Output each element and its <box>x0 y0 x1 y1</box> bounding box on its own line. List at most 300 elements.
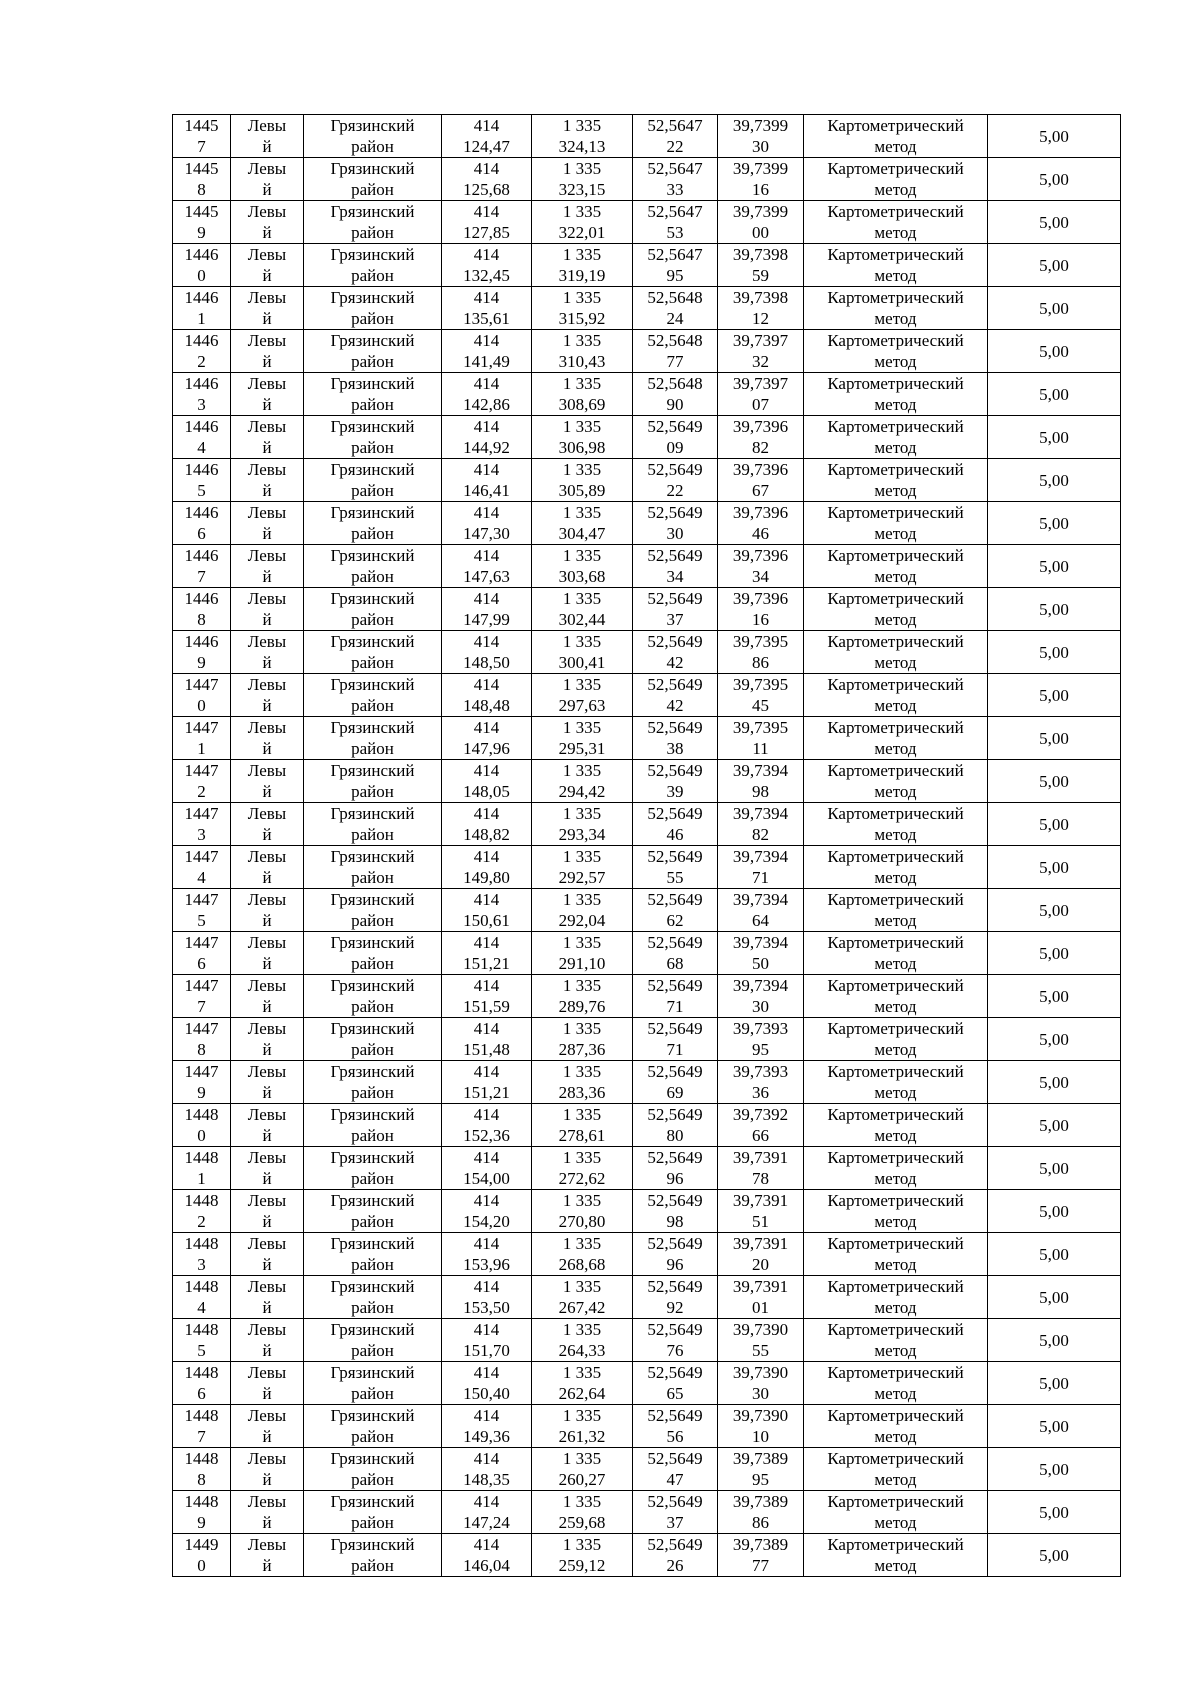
point-number-text: 1447 <box>184 675 219 694</box>
method-cell <box>804 1405 988 1448</box>
method-text: Картометрический <box>827 847 964 866</box>
point-number-text: 2 <box>197 782 206 801</box>
side-text: й <box>262 653 272 672</box>
side-cell <box>231 717 304 760</box>
side-text: Левы <box>247 761 287 780</box>
side-cell <box>231 846 304 889</box>
point-number-cell <box>173 115 231 158</box>
district-text: Грязинский <box>330 804 415 823</box>
district-text: район <box>351 223 394 242</box>
district-text: район <box>351 1083 394 1102</box>
latitude-text: 68 <box>666 954 684 973</box>
x-coordinate-text: 414 <box>473 1492 500 1511</box>
point-number-text: 8 <box>197 1470 206 1489</box>
side-text: й <box>262 782 272 801</box>
y-coordinate-text: 1 335 <box>562 245 602 264</box>
method-cell <box>804 244 988 287</box>
latitude-text: 52,5649 <box>647 546 703 565</box>
x-coordinate-cell <box>442 588 532 631</box>
latitude-text: 38 <box>666 739 684 758</box>
latitude-text: 52,5649 <box>647 1148 703 1167</box>
x-coordinate-text: 414 <box>473 1234 500 1253</box>
table-row <box>173 459 1121 502</box>
district-cell <box>304 1147 442 1190</box>
district-text: Грязинский <box>330 245 415 264</box>
point-number-cell <box>173 975 231 1018</box>
latitude-text: 52,5649 <box>647 632 703 651</box>
district-cell <box>304 287 442 330</box>
method-text: метод <box>874 180 917 199</box>
latitude-cell <box>633 1448 718 1491</box>
latitude-cell <box>633 373 718 416</box>
x-coordinate-text: 135,61 <box>463 309 510 328</box>
side-text: Левы <box>247 1406 287 1425</box>
latitude-text: 56 <box>666 1427 684 1446</box>
longitude-text: 36 <box>752 1083 769 1102</box>
method-text: метод <box>874 395 917 414</box>
latitude-cell <box>633 158 718 201</box>
y-coordinate-cell <box>532 201 633 244</box>
x-coordinate-text: 414 <box>473 1105 500 1124</box>
method-text: метод <box>874 1126 917 1145</box>
point-number-text: 9 <box>197 1513 206 1532</box>
point-number-cell <box>173 459 231 502</box>
y-coordinate-cell <box>532 287 633 330</box>
point-number-text: 1448 <box>184 1492 219 1511</box>
method-cell <box>804 631 988 674</box>
district-cell <box>304 1018 442 1061</box>
side-cell <box>231 975 304 1018</box>
side-text: й <box>262 309 272 328</box>
y-coordinate-text: 305,89 <box>558 481 606 500</box>
side-text: й <box>262 266 272 285</box>
district-text: Грязинский <box>330 890 415 909</box>
method-text: метод <box>874 1384 917 1403</box>
y-coordinate-cell <box>532 760 633 803</box>
point-number-text: 1 <box>197 739 206 758</box>
longitude-cell <box>718 244 804 287</box>
y-coordinate-text: 1 335 <box>562 1535 602 1554</box>
method-text: метод <box>874 1513 917 1532</box>
accuracy-text: 5,00 <box>1039 599 1069 619</box>
side-cell <box>231 115 304 158</box>
accuracy-text: 5,00 <box>1039 341 1069 361</box>
district-text: Грязинский <box>330 546 415 565</box>
side-text: й <box>262 1212 272 1231</box>
side-text: й <box>262 1384 272 1403</box>
y-coordinate-text: 1 335 <box>562 288 602 307</box>
latitude-text: 37 <box>666 610 684 629</box>
y-coordinate-cell <box>532 459 633 502</box>
method-cell <box>804 975 988 1018</box>
district-text: район <box>351 782 394 801</box>
y-coordinate-text: 1 335 <box>562 1363 602 1382</box>
side-text: Левы <box>247 546 287 565</box>
x-coordinate-text: 132,45 <box>463 266 510 285</box>
latitude-text: 52,5648 <box>647 288 703 307</box>
district-text: район <box>351 1384 394 1403</box>
x-coordinate-cell <box>442 1061 532 1104</box>
accuracy-text: 5,00 <box>1039 1416 1069 1436</box>
method-cell <box>804 330 988 373</box>
longitude-text: 95 <box>752 1040 769 1059</box>
x-coordinate-cell <box>442 1534 532 1577</box>
district-cell <box>304 1276 442 1319</box>
district-text: район <box>351 1427 394 1446</box>
side-text: й <box>262 868 272 887</box>
method-text: метод <box>874 438 917 457</box>
accuracy-cell <box>988 1276 1121 1319</box>
method-cell <box>804 674 988 717</box>
latitude-cell <box>633 459 718 502</box>
latitude-cell <box>633 717 718 760</box>
y-coordinate-cell <box>532 1104 633 1147</box>
point-number-cell <box>173 1147 231 1190</box>
point-number-cell <box>173 1104 231 1147</box>
x-coordinate-cell <box>442 1319 532 1362</box>
x-coordinate-text: 148,48 <box>463 696 510 715</box>
point-number-text: 1447 <box>184 1062 219 1081</box>
latitude-text: 52,5649 <box>647 1277 703 1296</box>
point-number-text: 0 <box>197 266 206 285</box>
point-number-text: 4 <box>197 868 206 887</box>
latitude-text: 52,5649 <box>647 1449 703 1468</box>
side-text: Левы <box>247 288 287 307</box>
y-coordinate-cell <box>532 846 633 889</box>
x-coordinate-cell <box>442 1190 532 1233</box>
latitude-cell <box>633 545 718 588</box>
y-coordinate-cell <box>532 1233 633 1276</box>
method-text: метод <box>874 1470 917 1489</box>
accuracy-text: 5,00 <box>1039 1029 1069 1049</box>
y-coordinate-cell <box>532 1448 633 1491</box>
side-text: й <box>262 395 272 414</box>
district-text: Грязинский <box>330 718 415 737</box>
table-row <box>173 846 1121 889</box>
latitude-cell <box>633 1276 718 1319</box>
x-coordinate-cell <box>442 760 532 803</box>
latitude-text: 65 <box>666 1384 684 1403</box>
method-cell <box>804 373 988 416</box>
latitude-cell <box>633 932 718 975</box>
longitude-cell <box>718 416 804 459</box>
x-coordinate-text: 148,05 <box>463 782 510 801</box>
method-text: Картометрический <box>827 288 964 307</box>
y-coordinate-text: 1 335 <box>562 675 602 694</box>
side-text: Левы <box>247 1019 287 1038</box>
longitude-text: 39,7399 <box>732 159 789 178</box>
point-number-text: 1446 <box>184 546 219 565</box>
accuracy-text: 5,00 <box>1039 1545 1069 1565</box>
side-text: й <box>262 1513 272 1532</box>
table-row <box>173 803 1121 846</box>
method-text: Картометрический <box>827 417 964 436</box>
latitude-text: 09 <box>666 438 684 457</box>
side-text: Левы <box>247 503 287 522</box>
district-text: Грязинский <box>330 503 415 522</box>
y-coordinate-text: 1 335 <box>562 331 602 350</box>
district-text: Грязинский <box>330 116 415 135</box>
point-number-text: 6 <box>197 1384 206 1403</box>
latitude-cell <box>633 287 718 330</box>
table-row <box>173 631 1121 674</box>
x-coordinate-text: 142,86 <box>463 395 510 414</box>
method-cell <box>804 1061 988 1104</box>
y-coordinate-text: 278,61 <box>558 1126 606 1145</box>
accuracy-text: 5,00 <box>1039 814 1069 834</box>
side-cell <box>231 1405 304 1448</box>
point-number-cell <box>173 1448 231 1491</box>
table-row <box>173 1319 1121 1362</box>
method-text: Картометрический <box>827 503 964 522</box>
method-text: метод <box>874 825 917 844</box>
method-text: метод <box>874 954 917 973</box>
y-coordinate-cell <box>532 631 633 674</box>
district-text: Грязинский <box>330 976 415 995</box>
district-cell <box>304 373 442 416</box>
coordinates-table <box>172 114 1121 1577</box>
latitude-text: 95 <box>666 266 684 285</box>
district-text: Грязинский <box>330 761 415 780</box>
point-number-text: 1448 <box>184 1320 219 1339</box>
accuracy-cell <box>988 1491 1121 1534</box>
district-text: Грязинский <box>330 331 415 350</box>
district-text: район <box>351 352 394 371</box>
point-number-text: 8 <box>197 610 206 629</box>
x-coordinate-text: 414 <box>473 1363 500 1382</box>
method-text: Картометрический <box>827 202 964 221</box>
method-cell <box>804 1448 988 1491</box>
side-text: й <box>262 1040 272 1059</box>
latitude-text: 22 <box>666 481 684 500</box>
x-coordinate-text: 150,40 <box>463 1384 510 1403</box>
y-coordinate-text: 324,13 <box>558 137 606 156</box>
point-number-text: 1447 <box>184 761 219 780</box>
point-number-text: 1448 <box>184 1406 219 1425</box>
point-number-text: 1447 <box>184 804 219 823</box>
latitude-text: 80 <box>666 1126 684 1145</box>
latitude-cell <box>633 1018 718 1061</box>
method-text: метод <box>874 1212 917 1231</box>
x-coordinate-text: 414 <box>473 288 500 307</box>
side-text: Левы <box>247 1148 287 1167</box>
method-text: метод <box>874 1556 917 1575</box>
district-text: район <box>351 1556 394 1575</box>
point-number-text: 2 <box>197 1212 206 1231</box>
district-cell <box>304 201 442 244</box>
table-row <box>173 760 1121 803</box>
latitude-cell <box>633 416 718 459</box>
method-text: метод <box>874 137 917 156</box>
accuracy-cell <box>988 1405 1121 1448</box>
longitude-text: 77 <box>752 1556 769 1575</box>
x-coordinate-cell <box>442 803 532 846</box>
side-cell <box>231 889 304 932</box>
district-text: район <box>351 395 394 414</box>
point-number-text: 1446 <box>184 331 219 350</box>
y-coordinate-text: 1 335 <box>562 546 602 565</box>
side-text: Левы <box>247 933 287 952</box>
y-coordinate-text: 261,32 <box>558 1427 606 1446</box>
y-coordinate-text: 292,57 <box>558 868 606 887</box>
latitude-text: 52,5647 <box>647 116 703 135</box>
method-text: метод <box>874 696 917 715</box>
y-coordinate-cell <box>532 1319 633 1362</box>
x-coordinate-text: 414 <box>473 718 500 737</box>
x-coordinate-text: 152,36 <box>463 1126 510 1145</box>
side-text: й <box>262 1427 272 1446</box>
x-coordinate-cell <box>442 1448 532 1491</box>
table-row <box>173 201 1121 244</box>
table-row <box>173 975 1121 1018</box>
point-number-cell <box>173 717 231 760</box>
longitude-cell <box>718 631 804 674</box>
point-number-cell <box>173 1233 231 1276</box>
y-coordinate-text: 264,33 <box>558 1341 606 1360</box>
x-coordinate-cell <box>442 1405 532 1448</box>
y-coordinate-cell <box>532 244 633 287</box>
y-coordinate-text: 259,12 <box>558 1556 606 1575</box>
accuracy-cell <box>988 1233 1121 1276</box>
side-text: Левы <box>247 976 287 995</box>
district-text: район <box>351 438 394 457</box>
side-cell <box>231 932 304 975</box>
latitude-text: 96 <box>666 1169 684 1188</box>
table-row <box>173 373 1121 416</box>
point-number-text: 3 <box>197 825 206 844</box>
x-coordinate-cell <box>442 932 532 975</box>
latitude-text: 34 <box>666 567 684 586</box>
point-number-text: 1445 <box>184 116 219 135</box>
x-coordinate-cell <box>442 545 532 588</box>
district-text: Грязинский <box>330 417 415 436</box>
district-cell <box>304 1104 442 1147</box>
longitude-text: 07 <box>752 395 769 414</box>
side-text: Левы <box>247 1535 287 1554</box>
x-coordinate-text: 151,70 <box>463 1341 510 1360</box>
method-cell <box>804 1491 988 1534</box>
district-text: Грязинский <box>330 374 415 393</box>
district-text: Грязинский <box>330 1105 415 1124</box>
side-text: й <box>262 696 272 715</box>
accuracy-cell <box>988 545 1121 588</box>
x-coordinate-text: 414 <box>473 331 500 350</box>
x-coordinate-text: 414 <box>473 933 500 952</box>
method-cell <box>804 115 988 158</box>
point-number-cell <box>173 674 231 717</box>
side-cell <box>231 1276 304 1319</box>
side-text: Левы <box>247 1320 287 1339</box>
latitude-text: 55 <box>666 868 684 887</box>
side-text: й <box>262 524 272 543</box>
district-text: район <box>351 180 394 199</box>
side-cell <box>231 287 304 330</box>
method-text: метод <box>874 524 917 543</box>
district-text: район <box>351 954 394 973</box>
accuracy-text: 5,00 <box>1039 470 1069 490</box>
y-coordinate-text: 319,19 <box>558 266 606 285</box>
method-text: метод <box>874 309 917 328</box>
side-text: Левы <box>247 718 287 737</box>
method-text: метод <box>874 1255 917 1274</box>
district-cell <box>304 1319 442 1362</box>
latitude-text: 92 <box>666 1298 684 1317</box>
side-cell <box>231 760 304 803</box>
method-text: Картометрический <box>827 1363 964 1382</box>
x-coordinate-text: 151,59 <box>463 997 510 1016</box>
table-row <box>173 416 1121 459</box>
x-coordinate-text: 414 <box>473 675 500 694</box>
district-cell <box>304 932 442 975</box>
district-cell <box>304 158 442 201</box>
x-coordinate-cell <box>442 287 532 330</box>
side-cell <box>231 674 304 717</box>
point-number-cell <box>173 373 231 416</box>
longitude-cell <box>718 330 804 373</box>
district-text: район <box>351 610 394 629</box>
latitude-text: 52,5649 <box>647 890 703 909</box>
latitude-cell <box>633 1534 718 1577</box>
y-coordinate-cell <box>532 545 633 588</box>
side-cell <box>231 1104 304 1147</box>
accuracy-cell <box>988 1147 1121 1190</box>
side-text: й <box>262 438 272 457</box>
accuracy-text: 5,00 <box>1039 685 1069 705</box>
point-number-text: 1 <box>197 309 206 328</box>
method-text: Картометрический <box>827 1320 964 1339</box>
longitude-cell <box>718 803 804 846</box>
point-number-text: 1448 <box>184 1234 219 1253</box>
x-coordinate-text: 147,99 <box>463 610 510 629</box>
accuracy-cell <box>988 674 1121 717</box>
x-coordinate-cell <box>442 1018 532 1061</box>
x-coordinate-text: 414 <box>473 1406 500 1425</box>
district-text: район <box>351 1255 394 1274</box>
accuracy-text: 5,00 <box>1039 943 1069 963</box>
method-text: Картометрический <box>827 1191 964 1210</box>
point-number-text: 1448 <box>184 1449 219 1468</box>
latitude-cell <box>633 1061 718 1104</box>
district-cell <box>304 760 442 803</box>
y-coordinate-text: 1 335 <box>562 890 602 909</box>
longitude-text: 95 <box>752 1470 769 1489</box>
side-text: й <box>262 954 272 973</box>
accuracy-text: 5,00 <box>1039 1502 1069 1522</box>
longitude-text: 30 <box>752 997 769 1016</box>
y-coordinate-cell <box>532 1362 633 1405</box>
method-text: Картометрический <box>827 804 964 823</box>
district-cell <box>304 459 442 502</box>
x-coordinate-text: 147,63 <box>463 567 510 586</box>
district-text: Грязинский <box>330 933 415 952</box>
latitude-text: 52,5648 <box>647 331 703 350</box>
x-coordinate-text: 148,82 <box>463 825 510 844</box>
x-coordinate-text: 127,85 <box>463 223 510 242</box>
side-cell <box>231 588 304 631</box>
district-text: район <box>351 481 394 500</box>
method-text: Картометрический <box>827 589 964 608</box>
x-coordinate-cell <box>442 459 532 502</box>
y-coordinate-text: 262,64 <box>558 1384 606 1403</box>
latitude-text: 52,5649 <box>647 718 703 737</box>
method-text: метод <box>874 610 917 629</box>
longitude-cell <box>718 846 804 889</box>
side-cell <box>231 1190 304 1233</box>
point-number-text: 1446 <box>184 589 219 608</box>
district-text: район <box>351 997 394 1016</box>
y-coordinate-text: 1 335 <box>562 1062 602 1081</box>
table-row <box>173 1362 1121 1405</box>
